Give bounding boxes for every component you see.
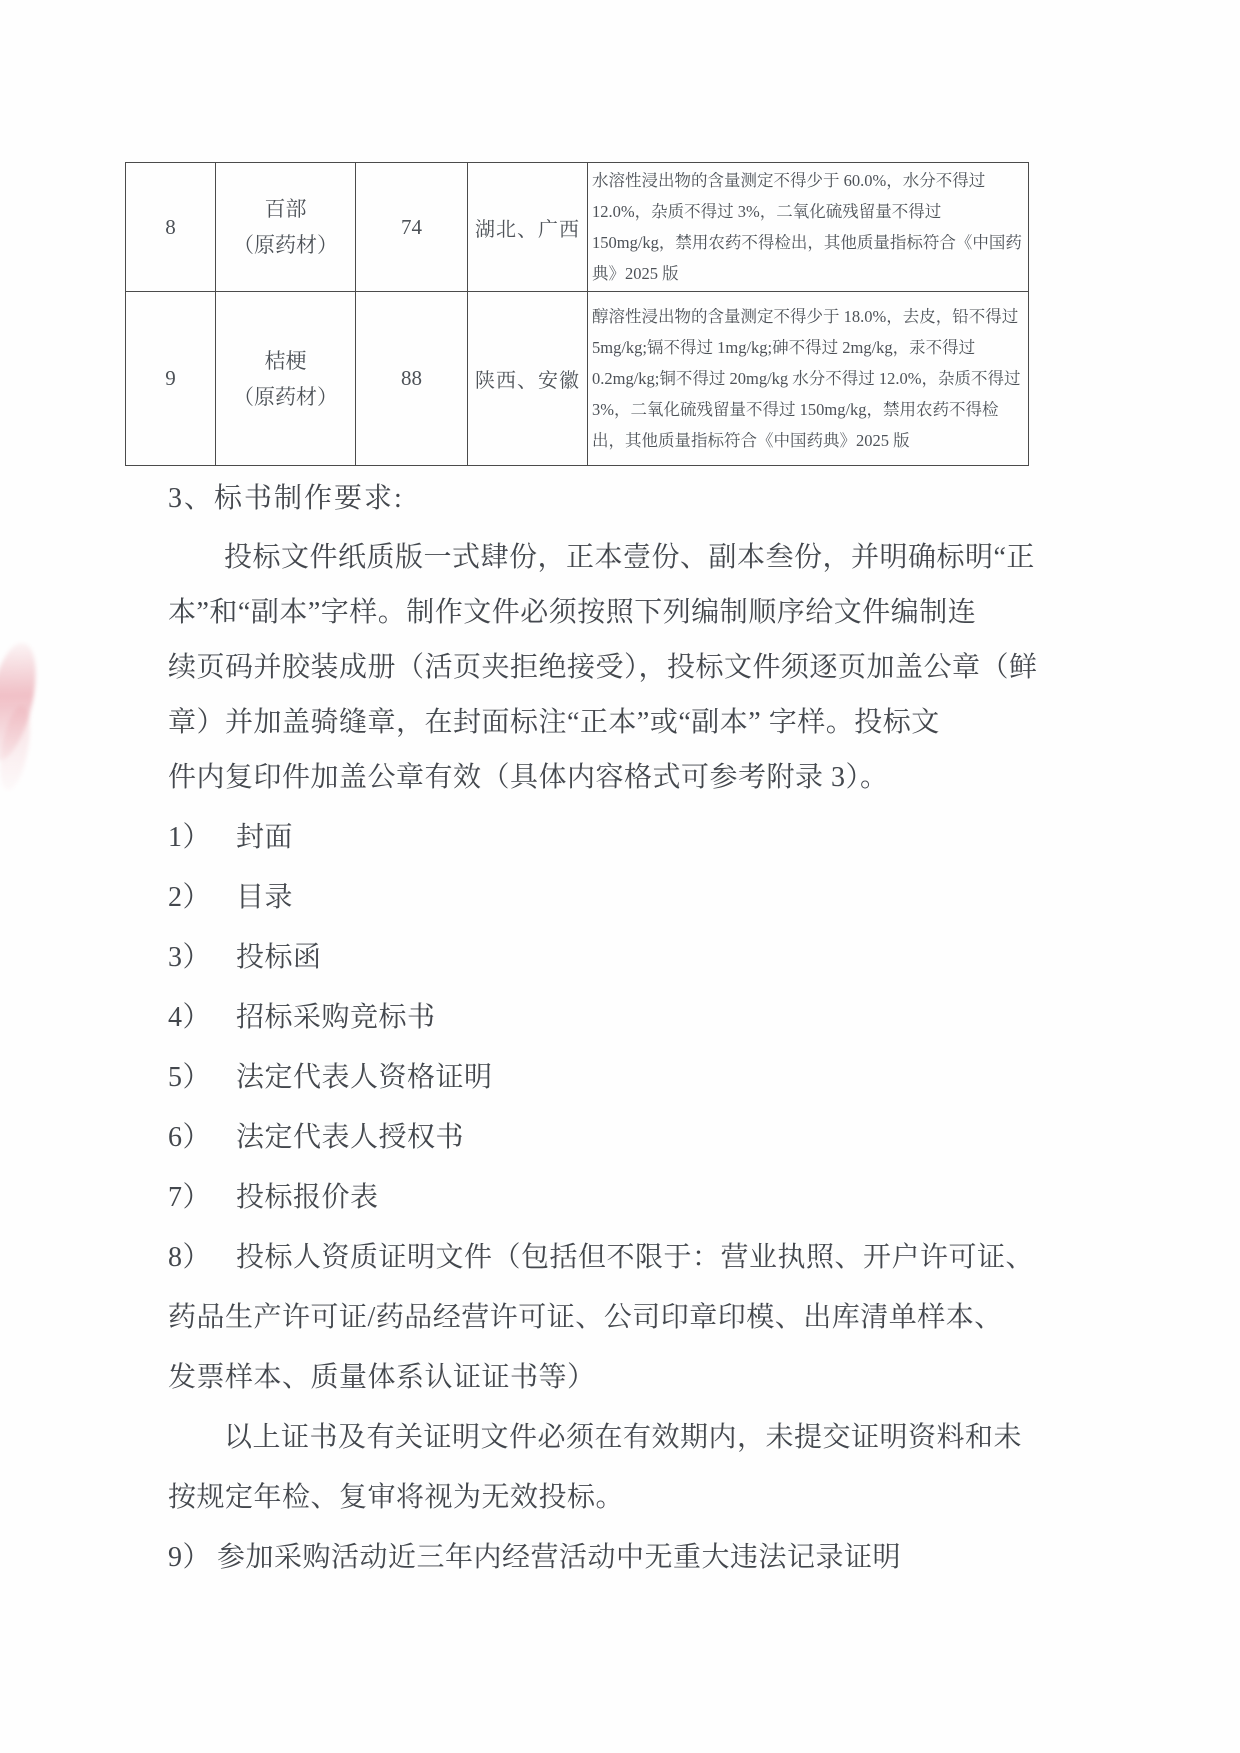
paragraph-line: 续页码并胶装成册（活页夹拒绝接受），投标文件须逐页加盖公章（鲜 — [168, 652, 1038, 683]
material-form: （原药材） — [233, 233, 338, 257]
requirements-cell: 水溶性浸出物的含量测定不得少于 60.0%，水分不得过 12.0%，杂质不得过 3%，二氧化硫残留量不得过 150mg/kg，禁用农药不得检出，其他质量指标符合《中国药典》2025 版 — [588, 163, 1029, 292]
section-heading: 3、标书制作要求: — [168, 483, 404, 514]
list-item-number: 2） — [168, 882, 212, 913]
list-item-number: 3） — [168, 942, 212, 973]
table-row — [126, 292, 1029, 466]
table-row — [126, 163, 1029, 292]
list-item — [168, 928, 1093, 988]
list-item-number: 9） — [168, 1542, 212, 1573]
requirements-cell: 醇溶性浸出物的含量测定不得少于 18.0%，去皮，铅不得过 5mg/kg;镉不得过 1mg/kg;砷不得过 2mg/kg，汞不得过 0.2mg/kg;铜不得过 20mg/kg 水分不得过 12.0%，杂质不得过 3%，二氧化硫残留量不得过 150mg/kg，禁用农药不得检出，其他质量指标符合《中国药典》2025 版 — [588, 292, 1029, 466]
list-item-label: 封面 — [236, 822, 294, 853]
paragraph-line: 投标文件纸质版一式肆份，正本壹份、副本叁份，并明确标明“正 — [224, 542, 1035, 573]
requirements-paragraph — [168, 530, 1093, 805]
list-item — [168, 1228, 1093, 1288]
row-number-cell: 9 — [126, 292, 216, 466]
list-item-label: 法定代表人授权书 — [236, 1122, 465, 1153]
spec-table — [125, 162, 1029, 466]
list-item — [168, 1108, 1093, 1168]
list-item-label: 投标报价表 — [236, 1182, 379, 1213]
list-item-continuation: 发票样本、质量体系认证证书等） — [168, 1362, 596, 1393]
list-item-label: 法定代表人资格证明 — [236, 1062, 493, 1093]
quantity-cell: 74 — [356, 163, 468, 292]
material-name: 桔梗 — [264, 348, 307, 373]
list-item-label: 投标人资质证明文件（包括但不限于：营业执照、开户许可证、 — [236, 1242, 1035, 1273]
list-item-number: 6） — [168, 1122, 212, 1153]
material-name-cell — [216, 163, 356, 292]
list-item-number: 7） — [168, 1182, 212, 1213]
list-item — [168, 988, 1093, 1048]
list-item-label: 投标函 — [236, 942, 322, 973]
list-item-continuation: 药品生产许可证/药品经营许可证、公司印章印模、出库清单样本、 — [168, 1302, 1003, 1333]
paragraph-line: 本”和“副本”字样。制作文件必须按照下列编制顺序给文件编制连 — [168, 597, 977, 628]
list-item-number: 1） — [168, 822, 212, 853]
material-name-cell — [216, 292, 356, 466]
paragraph-line: 章）并加盖骑缝章，在封面标注“正本”或“副本” 字样。投标文 — [168, 707, 940, 738]
list-item — [168, 808, 1093, 868]
material-name: 百部 — [264, 197, 307, 221]
list-item — [168, 1528, 1093, 1588]
list-item — [168, 868, 1093, 928]
list-item — [168, 1168, 1093, 1228]
list-item-label: 参加采购活动近三年内经营活动中无重大违法记录证明 — [217, 1542, 902, 1573]
origin-cell: 湖北、广西 — [468, 163, 588, 292]
list-item — [168, 1048, 1093, 1108]
list-item-number: 8） — [168, 1242, 212, 1273]
list-item-number: 4） — [168, 1002, 212, 1033]
row-number-cell: 8 — [126, 163, 216, 292]
material-form: （原药材） — [233, 384, 338, 409]
list-item-label: 招标采购竞标书 — [236, 1002, 436, 1033]
list-item-label: 目录 — [236, 882, 294, 913]
document-body — [168, 468, 1093, 1588]
origin-cell: 陕西、安徽 — [468, 292, 588, 466]
paragraph-line: 件内复印件加盖公章有效（具体内容格式可参考附录 3）。 — [168, 762, 889, 793]
quantity-cell: 88 — [356, 292, 468, 466]
note-line: 按规定年检、复审将视为无效投标。 — [168, 1482, 625, 1513]
document-order-list — [168, 808, 1093, 1588]
note-line: 以上证书及有关证明文件必须在有效期内，未提交证明资料和未 — [224, 1422, 1023, 1453]
list-item-number: 5） — [168, 1062, 212, 1093]
